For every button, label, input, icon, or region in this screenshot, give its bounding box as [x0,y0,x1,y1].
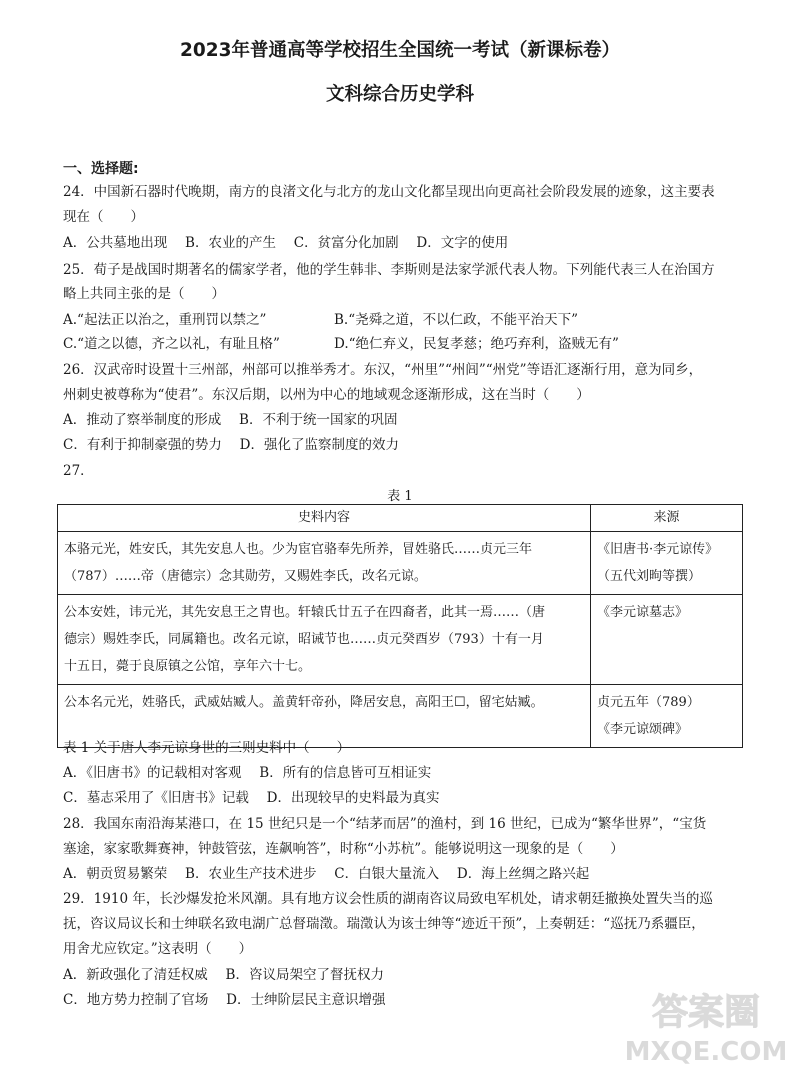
header-source: 来源 [591,505,743,532]
row-3-content-line: 公本名元光，姓骆氏，武威姑臧人。盖黄轩帝孙，降居安息，高阳王☐，留宅姑臧。 [64,695,544,710]
source-table [57,504,743,748]
q24-line-1: 24．中国新石器时代晚期，南方的良渚文化与北方的龙山文化都呈现出向更高社会阶段发展的迹象，这主要表 [63,184,715,200]
q26-options-2: C．有利于抑制豪强的势力 D．强化了监察制度的效力 [63,437,399,453]
q24-options: A．公共墓地出现 B．农业的产生 C．贫富分化加剧 D．文字的使用 [63,235,509,251]
q28-line-1: 28．我国东南沿海某港口，在 15 世纪只是一个“结茅而居”的渔村，到 16 世纪，已成为“繁华世界”，“宝货 [63,816,707,832]
row-2-content-line: 十五日，薨于良原镇之公馆，享年六十七。 [64,659,312,674]
exam-title: 2023年普通高等学校招生全国统一考试（新课标卷） [180,40,620,61]
row-1-content [58,532,591,595]
row-1-source-line: （五代刘昫等撰） [597,569,702,584]
q25-option-b: B.“尧舜之道，不以仁政，不能平治天下” [334,312,579,328]
q26-line-2: 州刺史被尊称为“使君”。东汉后期，以州为中心的地域观念逐渐形成，这在当时（ ） [63,387,590,403]
section-heading: 一、选择题: [63,161,139,177]
row-2-content [58,595,591,685]
q29-line-1: 29．1910 年，长沙爆发抢米风潮。具有地方议会性质的湖南咨议局致电军机处，请求朝廷撤换处置失当的巡 [63,891,713,907]
q25-line-1: 25．荀子是战国时期著名的儒家学者，他的学生韩非、李斯则是法家学派代表人物。下列能代表三人在治国方 [63,262,715,278]
row-2-content-line: 公本安姓，讳元光，其先安息王之胄也。轩辕氏廿五子在四裔者，此其一焉……（唐 [64,605,546,620]
table-caption: 表 1 [387,489,413,504]
exam-subtitle: 文科综合历史学科 [325,84,474,105]
q28-line-2: 塞途，家家歌舞赛神，钟鼓管弦，连飙响答”，时称“小苏杭”。能够说明这一现象的是（ ） [63,841,624,857]
q26-options-1: A．推动了察举制度的形成 B．不利于统一国家的巩固 [63,412,398,428]
watermark-logo-text: 答案圈 [651,992,761,1033]
table-row [58,532,743,595]
q29-options-1: A．新政强化了清廷权威 B．咨议局架空了督抚权力 [63,967,384,983]
row-2-content-line: 德宗）赐姓李氏，同属籍也。改名元谅，昭诫节也……贞元癸酉岁（793）十有一月 [64,632,544,647]
row-3-source-line: 贞元五年（789） [597,695,700,710]
q29-options-2: C．地方势力控制了官场 D．士绅阶层民主意识增强 [63,992,386,1008]
q25-option-c: C.“道之以德，齐之以礼，有耻且格” [63,336,280,352]
row-1-source-line: 《旧唐书·李元谅传》 [597,542,719,557]
row-3-source [591,685,743,748]
watermark-logo [616,980,796,1068]
watermark-site-text: MXQE.COM [624,1037,788,1067]
table-row [58,595,743,685]
row-2-source [591,595,743,685]
q27-options-1: A．《旧唐书》的记载相对客观 B．所有的信息皆可互相证实 [63,765,432,781]
row-1-source [591,532,743,595]
q28-options: A．朝贡贸易繁荣 B．农业生产技术进步 C．白银大量流入 D．海上丝绸之路兴起 [63,866,590,882]
q29-line-2: 抚，咨议局议长和士绅联名致电湖广总督瑞澂。瑞澂认为该士绅等“迹近干预”，上奏朝廷：“巡抚乃系疆臣， [63,916,705,932]
row-1-content-line: 本骆元光，姓安氏，其先安息人也。少为宦官骆奉先所养，冒姓骆氏……贞元三年 [64,542,533,557]
header-content: 史料内容 [58,505,591,532]
question-27-number: 27． [63,463,94,479]
q29-line-3: 用舍尤应钦定。”这表明（ ） [63,941,253,957]
q26-line-1: 26．汉武帝时设置十三州部，州部可以推举秀才。东汉，“州里”“州闾”“州党”等语汇逐渐行用，意为同乡， [63,362,703,378]
q27-options-2: C．墓志采用了《旧唐书》记载 D．出现较早的史料最为真实 [63,790,440,806]
row-3-source-line: 《李元谅颂碑》 [597,722,689,737]
table-header-row [58,505,743,532]
row-2-source-line: 《李元谅墓志》 [597,605,689,620]
q25-line-2: 略上共同主张的是（ ） [63,286,225,302]
q27-stem: 表 1 关于唐人李元谅身世的三则史料中（ ） [63,740,351,756]
q24-line-2: 现在（ ） [63,209,144,225]
q25-option-a: A.“起法正以治之，重刑罚以禁之” [63,312,267,328]
row-1-content-line: （787）……帝（唐德宗）念其勋劳，又赐姓李氏，改名元谅。 [64,569,427,584]
q25-option-d: D.“绝仁弃义，民复孝慈；绝巧弃利，盗贼无有” [334,336,619,352]
